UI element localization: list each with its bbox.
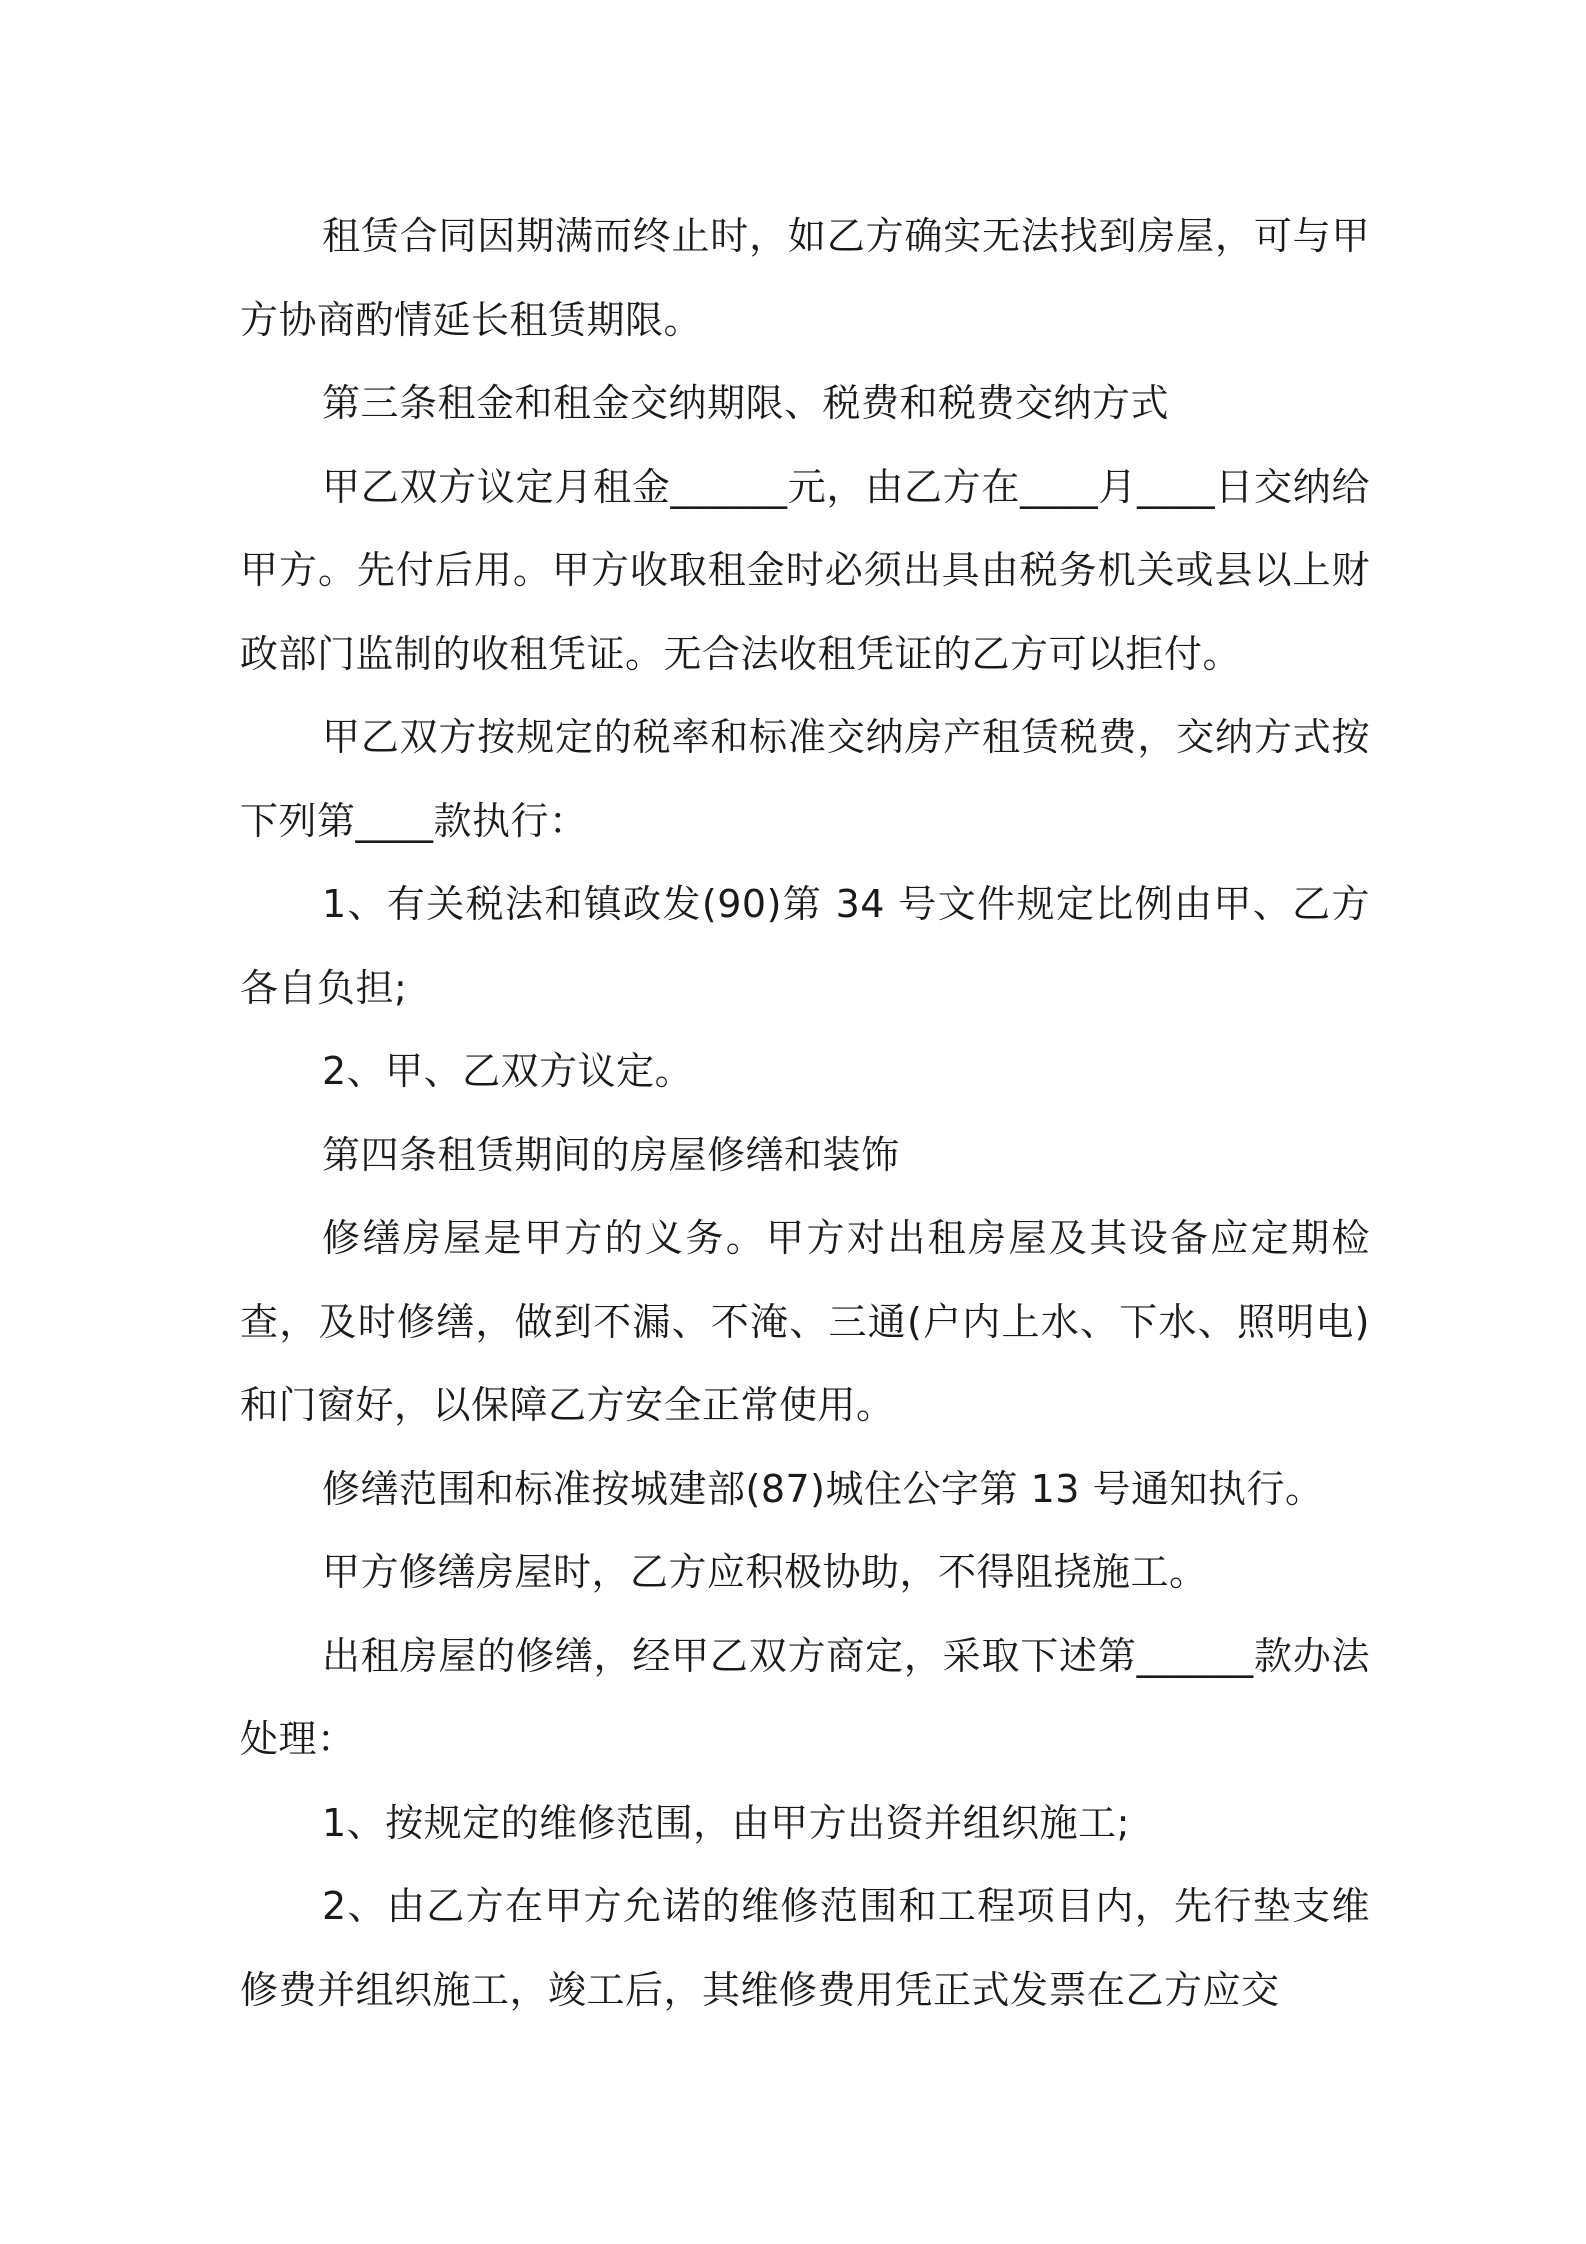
paragraph-monthly-rent: 甲乙双方议定月租金______元，由乙方在____月____日交纳给甲方。先付后用。甲方收取租金时必须出具由税务机关或县以上财政部门监制的收租凭证。无合法收租凭证的乙方可以拒付。 xyxy=(240,464,1370,676)
paragraph-repair-duty: 修缮房屋是甲方的义务。甲方对出租房屋及其设备应定期检查，及时修缮，做到不漏、不淹、三通(户内上水、下水、照明电)和门窗好，以保障乙方安全正常使用。 xyxy=(240,1216,1370,1427)
tax-option-2: 2、甲、乙双方议定。 xyxy=(322,1049,694,1093)
repair-option-1: 1、按规定的维修范围，由甲方出资并组织施工; xyxy=(322,1800,1130,1845)
article-3-heading: 第三条租金和租金交纳期限、税费和税费交纳方式 xyxy=(322,381,1170,425)
paragraph-repair-cooperation: 甲方修缮房屋时，乙方应积极协助，不得阻挠施工。 xyxy=(322,1550,1208,1594)
paragraph-tax-payment: 甲乙双方按规定的税率和标准交纳房产租赁税费，交纳方式按下列第____款执行： xyxy=(240,715,1370,843)
paragraph-repair-method: 出租房屋的修缮，经甲乙双方商定，采取下述第______款办法处理： xyxy=(240,1633,1370,1761)
tax-option-1: 1、有关税法和镇政发(90)第 34 号文件规定比例由甲、乙方各自负担; xyxy=(240,882,1370,1010)
article-4-heading: 第四条租赁期间的房屋修缮和装饰 xyxy=(322,1132,900,1177)
paragraph-lease-extension: 租赁合同因期满而终止时，如乙方确实无法找到房屋，可与甲方协商酌情延长租赁期限。 xyxy=(240,214,1370,342)
paragraph-repair-scope: 修缮范围和标准按城建部(87)城住公字第 13 号通知执行。 xyxy=(322,1466,1324,1511)
document-body xyxy=(240,195,1370,2032)
repair-option-2: 2、由乙方在甲方允诺的维修范围和工程项目内，先行垫支维修费并组织施工，竣工后，其维修费用凭正式发票在乙方应交 xyxy=(240,1884,1370,2012)
